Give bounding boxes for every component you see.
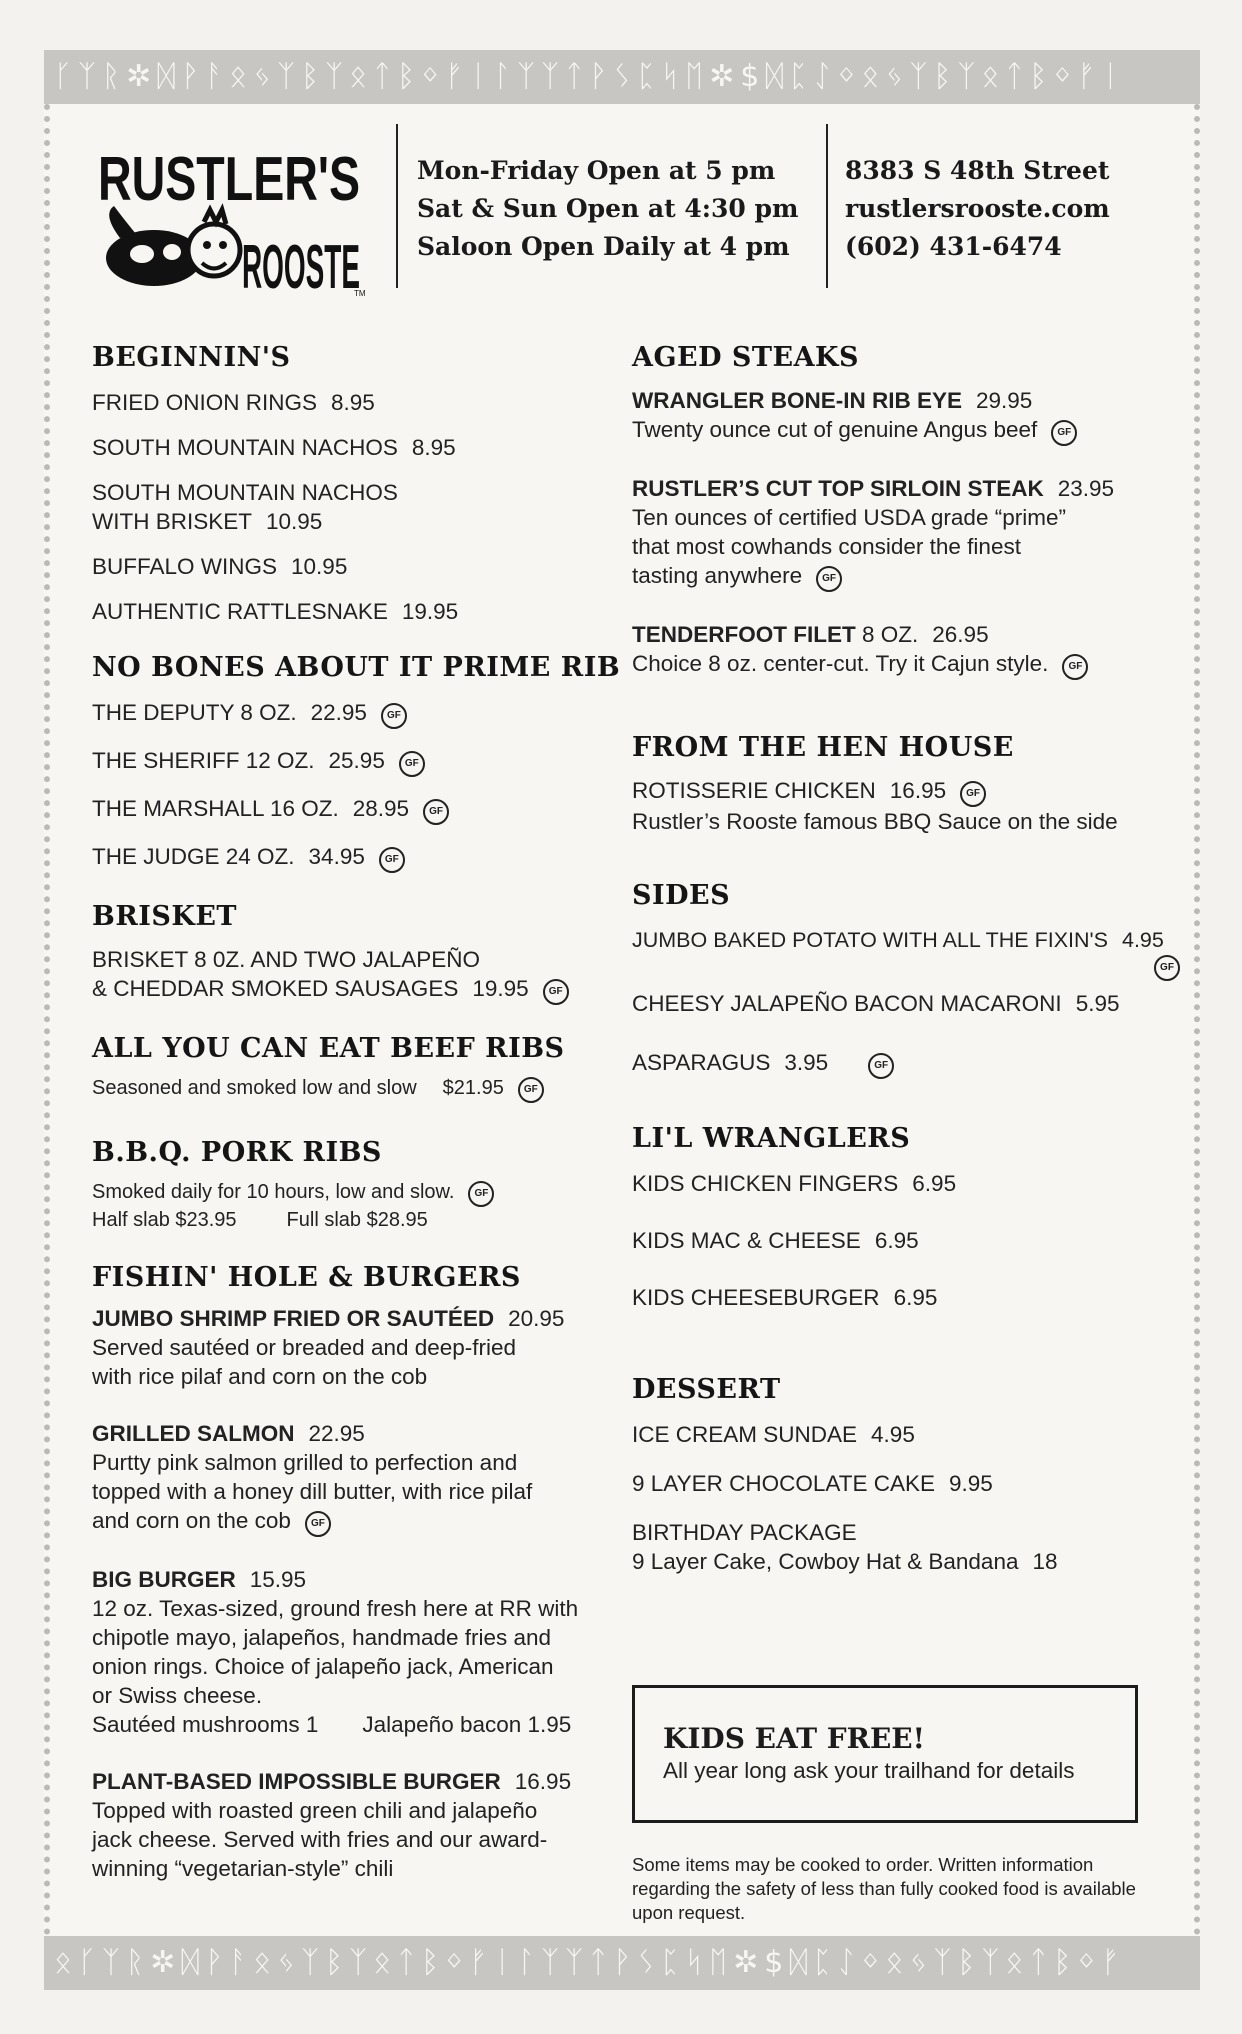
section-title-dessert: DESSERT <box>632 1374 781 1405</box>
gluten-free-icon: GF <box>518 1077 544 1103</box>
menu-item: KIDS CHEESEBURGER 6.95 <box>632 1285 938 1310</box>
logo-tm: TM <box>354 289 366 298</box>
menu-item-desc: Twenty ounce cut of genuine Angus beef GF <box>632 415 1192 446</box>
menu-right-column <box>632 340 1192 1576</box>
brand-border-bottom: ᛟᚴᛉᚱ✲ᛞᚹᚨᛟᛃᛉᛒᛉᛟᛏᛒᛜᚠᛁᛚᛉᛉᛏᚹᛊᛈᛋᛖ✲$ᛞᛈᛇᛜᛟᛃᛉᛒᛉᛟᛏᛒᛜᚠ <box>44 1936 1200 1990</box>
logo-line1: RUSTLER'S <box>98 145 360 214</box>
section-title-prime-rib: NO BONES ABOUT IT PRIME RIB <box>92 652 621 683</box>
menu-item: GRILLED SALMON 22.95 <box>92 1421 365 1446</box>
logo-line2: ROOSTE <box>242 233 360 298</box>
gluten-free-icon: GF <box>960 781 986 807</box>
menu-item-addons: Sautéed mushrooms 1 Jalapeño bacon 1.95 <box>92 1712 572 1737</box>
menu-item-desc: onion rings. Choice of jalapeño jack, American <box>92 1654 554 1679</box>
menu-item-desc: Served sautéed or breaded and deep-fried <box>92 1335 517 1360</box>
menu-item: KIDS MAC & CHEESE 6.95 <box>632 1228 919 1253</box>
section-title-brisket: BRISKET <box>92 901 238 932</box>
barbed-wire-left <box>44 104 58 1936</box>
menu-item-prices: Half slab $23.95 Full slab $28.95 <box>92 1209 428 1231</box>
section-title-sides: SIDES <box>632 880 731 911</box>
menu-left-column <box>92 340 621 1883</box>
menu-item: WRANGLER BONE-IN RIB EYE 29.95 <box>632 388 1033 413</box>
menu-item-desc: and corn on the cob GF <box>92 1506 612 1537</box>
section-title-beginnins: BEGINNIN'S <box>92 342 291 373</box>
menu-item-desc: Topped with roasted green chili and jalapeño <box>92 1798 538 1823</box>
section-title-lil-wranglers: LI'L WRANGLERS <box>632 1123 911 1154</box>
menu-item: THE JUDGE 24 OZ. 34.95 GF <box>92 842 612 873</box>
phone-number[interactable]: (602) 431-6474 <box>845 232 1062 261</box>
gluten-free-icon: GF <box>1062 654 1088 680</box>
menu-item: THE SHERIFF 12 OZ. 25.95 GF <box>92 746 612 777</box>
menu-item: BIRTHDAY PACKAGE <box>632 1520 857 1545</box>
section-title-aged-steaks: AGED STEAKS <box>632 342 859 373</box>
side-gf-row <box>632 955 1192 981</box>
section-title-beef-ribs: ALL YOU CAN EAT BEEF RIBS <box>92 1033 565 1064</box>
menu-item: THE MARSHALL 16 OZ. 28.95 GF <box>92 794 612 825</box>
rooster-mascot-icon <box>188 210 240 276</box>
menu-item: JUMBO BAKED POTATO WITH ALL THE FIXIN'S 4.95 <box>632 928 1164 952</box>
menu-item: FRIED ONION RINGS 8.95 <box>92 390 375 415</box>
gluten-free-icon: GF <box>305 1511 331 1537</box>
gluten-free-icon: GF <box>468 1181 494 1207</box>
section-title-hen-house: FROM THE HEN HOUSE <box>632 732 1014 763</box>
hours-weekday: Mon-Friday Open at 5 pm <box>417 156 776 185</box>
menu-item: Seasoned and smoked low and slow $21.95 GF <box>92 1075 612 1103</box>
menu-item: ICE CREAM SUNDAE 4.95 <box>632 1422 915 1447</box>
address: 8383 S 48th Street <box>845 156 1110 185</box>
menu-item-desc: tasting anywhere GF <box>632 561 1192 592</box>
kids-eat-free-title: KIDS EAT FREE! <box>663 1722 925 1755</box>
menu-item: BRISKET 8 0Z. AND TWO JALAPEÑO <box>92 947 481 972</box>
hours-saloon: Saloon Open Daily at 4 pm <box>417 232 790 261</box>
gluten-free-icon: GF <box>379 847 405 873</box>
menu-item-desc: 12 oz. Texas-sized, ground fresh here at RR with <box>92 1596 579 1621</box>
food-safety-disclaimer: Some items may be cooked to order. Written information regarding the safety of less than fully cooked food is available upon request. <box>632 1854 1136 1923</box>
menu-item: RUSTLER’S CUT TOP SIRLOIN STEAK 23.95 <box>632 476 1115 501</box>
gluten-free-icon: GF <box>1051 420 1077 446</box>
menu-item-desc: Rustler’s Rooste famous BBQ Sauce on the side <box>632 809 1118 834</box>
menu-item-desc: topped with a honey dill butter, with rice pilaf <box>92 1479 533 1504</box>
gluten-free-icon: GF <box>1154 955 1180 981</box>
menu-item-desc: with rice pilaf and corn on the cob <box>92 1364 428 1389</box>
gluten-free-icon: GF <box>816 566 842 592</box>
menu-item-desc: Choice 8 oz. center-cut. Try it Cajun style. GF <box>632 649 1192 680</box>
gluten-free-icon: GF <box>423 799 449 825</box>
gluten-free-icon: GF <box>543 979 569 1005</box>
menu-item-desc: chipotle mayo, jalapeños, handmade fries and <box>92 1625 552 1650</box>
header-divider-2 <box>826 124 828 288</box>
section-title-fishin-hole: FISHIN' HOLE & BURGERS <box>92 1262 521 1293</box>
menu-item-desc: or Swiss cheese. <box>92 1683 263 1708</box>
header-divider-1 <box>396 124 398 288</box>
menu-item: SOUTH MOUNTAIN NACHOS <box>92 480 398 505</box>
menu-item: JUMBO SHRIMP FRIED OR SAUTÉED 20.95 <box>92 1306 565 1331</box>
menu-item-desc: jack cheese. Served with fries and our award- <box>92 1827 548 1852</box>
menu-item: CHEESY JALAPEÑO BACON MACARONI 5.95 <box>632 991 1120 1016</box>
menu-item-desc: winning “vegetarian-style” chili <box>92 1856 394 1881</box>
opening-hours <box>417 152 798 266</box>
rustlers-rooste-logo <box>92 118 372 298</box>
gluten-free-icon: GF <box>381 703 407 729</box>
menu-item: THE DEPUTY 8 OZ. 22.95 GF <box>92 698 612 729</box>
section-title-pork-ribs: B.B.Q. PORK RIBS <box>92 1137 382 1168</box>
menu-item-desc: 9 Layer Cake, Cowboy Hat & Bandana 18 <box>632 1549 1058 1574</box>
menu-item: AUTHENTIC RATTLESNAKE 19.95 <box>92 599 459 624</box>
kids-eat-free-desc: All year long ask your trailhand for details <box>663 1758 1075 1783</box>
menu-item: 9 LAYER CHOCOLATE CAKE 9.95 <box>632 1471 993 1496</box>
contact-info <box>845 152 1110 266</box>
menu-item: ROTISSERIE CHICKEN 16.95 GF <box>632 776 1192 807</box>
menu-item-cont: & CHEDDAR SMOKED SAUSAGES 19.95 GF <box>92 974 612 1005</box>
brand-border-top: ᚴᛉᚱ✲ᛞᚹᚨᛟᛃᛉᛒᛉᛟᛏᛒᛜᚠᛁᛚᛉᛉᛏᚹᛊᛈᛋᛖ✲$ᛞᛈᛇᛜᛟᛃᛉᛒᛉᛟᛏᛒᛜᚠᛁ <box>44 50 1200 104</box>
menu-item-desc: Purtty pink salmon grilled to perfection and <box>92 1450 518 1475</box>
menu-item-cont: WITH BRISKET 10.95 <box>92 509 323 534</box>
website-link[interactable]: rustlersrooste.com <box>845 194 1110 223</box>
hours-weekend: Sat & Sun Open at 4:30 pm <box>417 194 799 223</box>
menu-item: SOUTH MOUNTAIN NACHOS 8.95 <box>92 435 456 460</box>
menu-item: BIG BURGER 15.95 <box>92 1567 307 1592</box>
menu-item: KIDS CHICKEN FINGERS 6.95 <box>632 1171 957 1196</box>
menu-item-desc: that most cowhands consider the finest <box>632 534 1021 559</box>
gluten-free-icon: GF <box>868 1053 894 1079</box>
gluten-free-icon: GF <box>399 751 425 777</box>
kids-eat-free-box <box>632 1685 1138 1823</box>
menu-item: TENDERFOOT FILET 8 OZ. 26.95 <box>632 622 989 647</box>
menu-item: BUFFALO WINGS 10.95 <box>92 554 348 579</box>
menu-item-desc: Ten ounces of certified USDA grade “prime” <box>632 505 1066 530</box>
menu-item: PLANT-BASED IMPOSSIBLE BURGER 16.95 <box>92 1769 572 1794</box>
menu-item: ASPARAGUS 3.95 GF <box>632 1048 1192 1079</box>
menu-item-desc: Smoked daily for 10 hours, low and slow. GF <box>92 1179 612 1207</box>
